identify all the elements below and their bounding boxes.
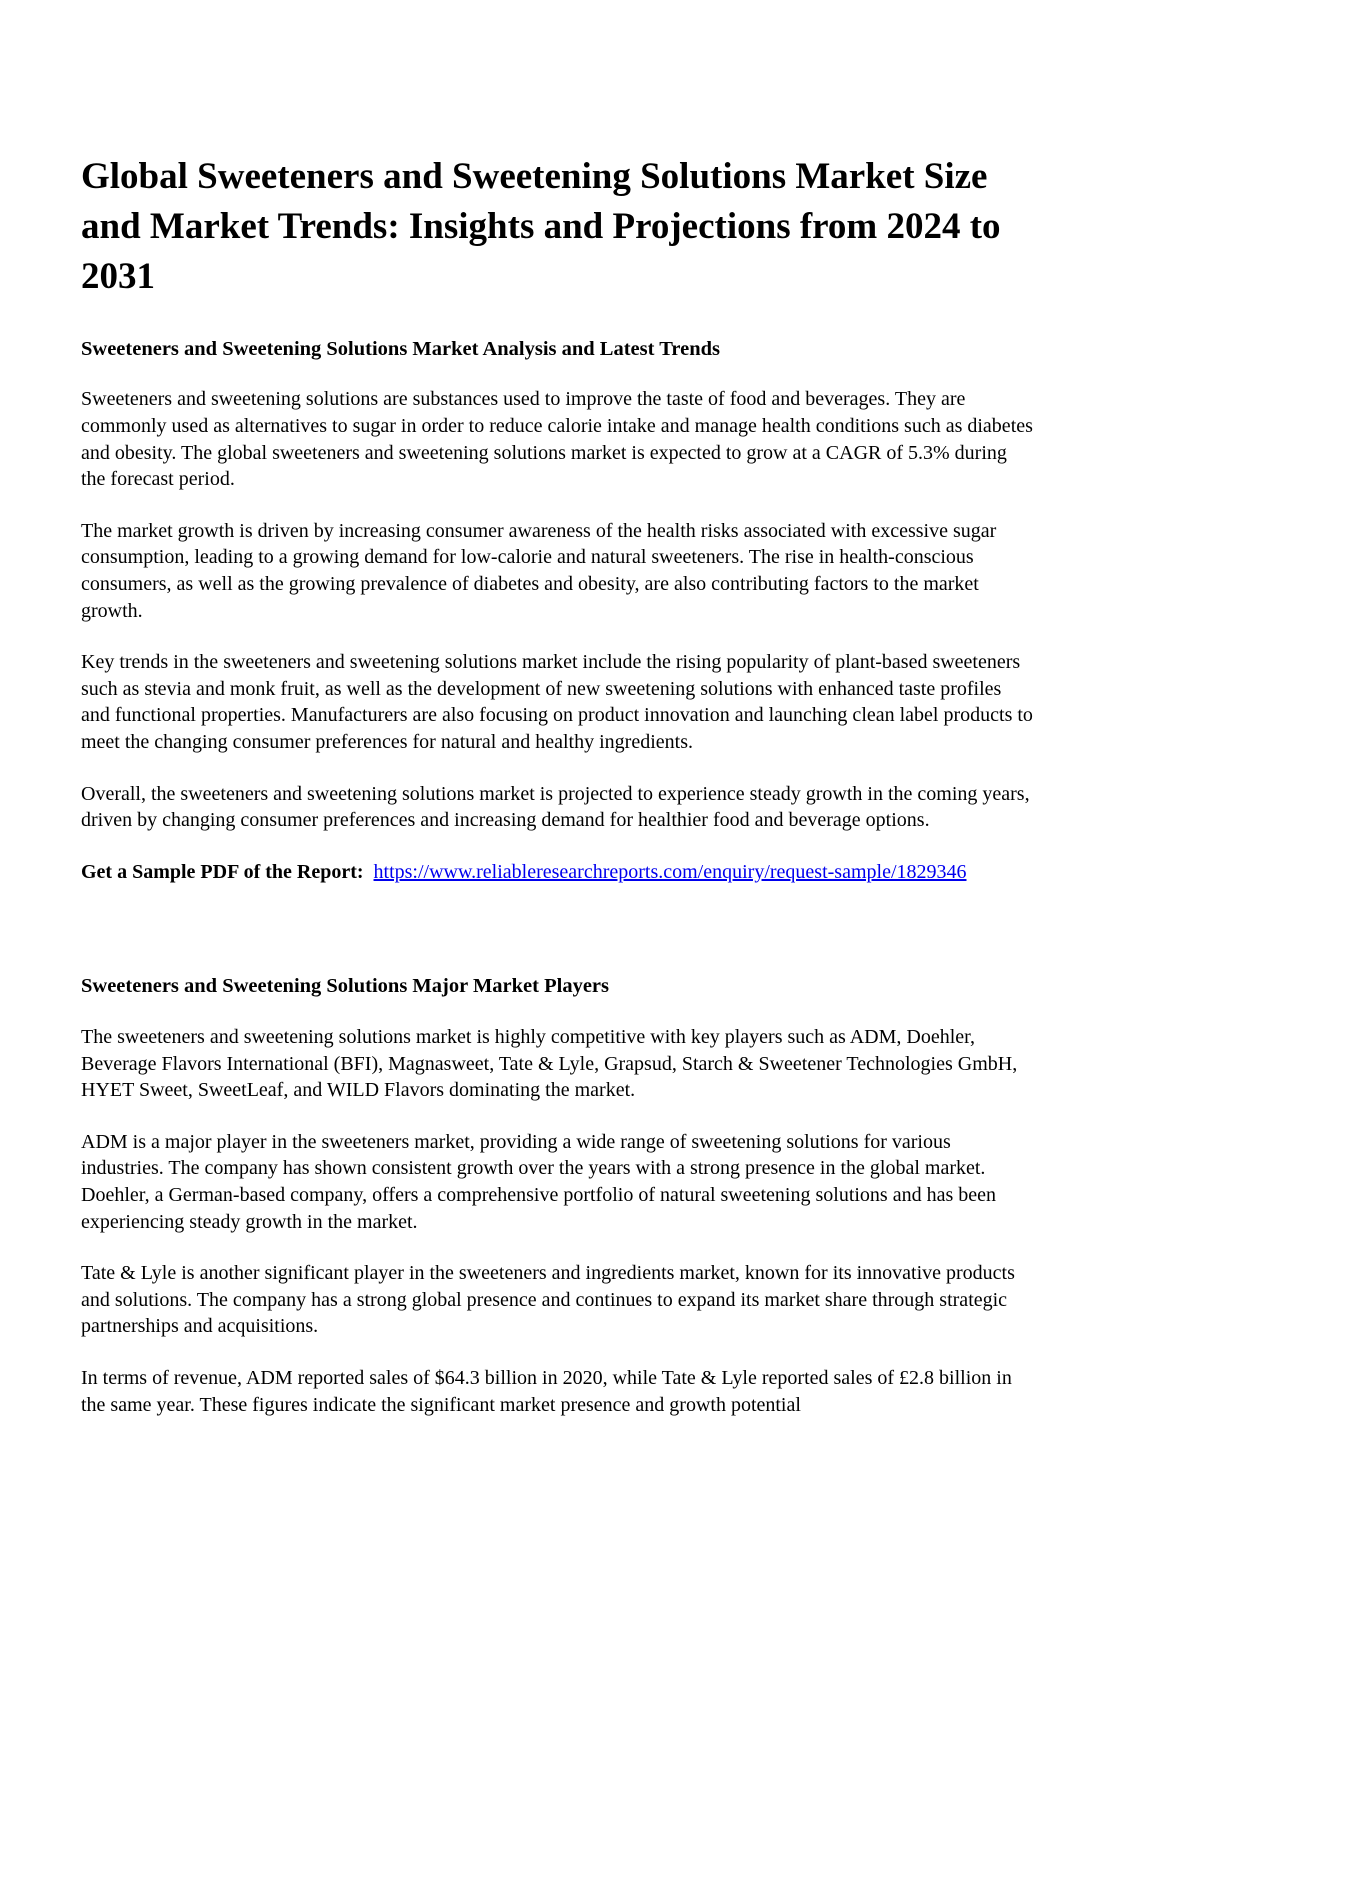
players-paragraph-2: ADM is a major player in the sweeteners market, providing a wide range of sweetening solutions for various industries. The company has shown consistent growth over the years with a strong presence in the global market. Doehler, a German-based company, offers a comprehensive portfolio of natural sweetening solutions and has been experiencing steady growth in the market. xyxy=(81,1130,997,1233)
analysis-paragraph-4: Overall, the sweeteners and sweetening solutions market is projected to experience steady growth in the coming years, driven by changing consumer preferences and increasing demand for healthier food and beverage options. xyxy=(81,782,1030,832)
players-paragraph-3: Tate & Lyle is another significant player in the sweeteners and ingredients market, known for its innovative products and solutions. The company has a strong global presence and continues to expand its market share through strategic partnerships and acquisitions. xyxy=(81,1262,1015,1338)
analysis-paragraph-1: Sweeteners and sweetening solutions are substances used to improve the taste of food and beverages. They are commonly used as alternatives to sugar in order to reduce calorie intake and manage health conditions such as diabetes and obesity. The global sweeteners and sweetening solutions market is expected to grow at a CAGR of 5.3% during the forecast period. xyxy=(81,388,1033,491)
page-title: Global Sweeteners and Sweetening Solutions Market Size and Market Trends: Insights and Projections from 2024 to 2031 xyxy=(81,156,1001,297)
sample-report-link[interactable]: https://www.reliableresearchreports.com/enquiry/request-sample/1829346 xyxy=(373,860,967,883)
analysis-paragraph-3: Key trends in the sweeteners and sweetening solutions market include the rising popularity of plant-based sweeteners such as stevia and monk fruit, as well as the development of new sweetening solutions with enhanced taste profiles and functional properties. Manufacturers are also focusing on product innovation and launching clean label products to meet the changing consumer preferences for natural and healthy ingredients. xyxy=(81,651,1033,753)
section-heading-players: Sweeteners and Sweetening Solutions Major Market Players xyxy=(81,975,610,998)
sample-report-label: Get a Sample PDF of the Report: xyxy=(81,860,364,883)
sample-report-line xyxy=(81,859,1033,886)
section-heading-analysis: Sweeteners and Sweetening Solutions Market Analysis and Latest Trends xyxy=(81,337,720,360)
analysis-paragraph-2: The market growth is driven by increasing consumer awareness of the health risks associated with excessive sugar consumption, leading to a growing demand for low-calorie and natural sweeteners. The rise in health-conscious consumers, as well as the growing prevalence of diabetes and obesity, are also contributing factors to the market growth. xyxy=(81,519,997,622)
players-paragraph-4: In terms of revenue, ADM reported sales of $64.3 billion in 2020, while Tate & Lyle reported sales of £2.8 billion in the same year. These figures indicate the significant market presence and growth potential xyxy=(81,1366,1012,1416)
document xyxy=(81,152,1033,1443)
players-paragraph-1: The sweeteners and sweetening solutions market is highly competitive with key players such as ADM, Doehler, Beverage Flavors International (BFI), Magnasweet, Tate & Lyle, Grapsud, Starch & Sweetener Technologies GmbH, HYET Sweet, SweetLeaf, and WILD Flavors dominating the market. xyxy=(81,1026,1018,1102)
